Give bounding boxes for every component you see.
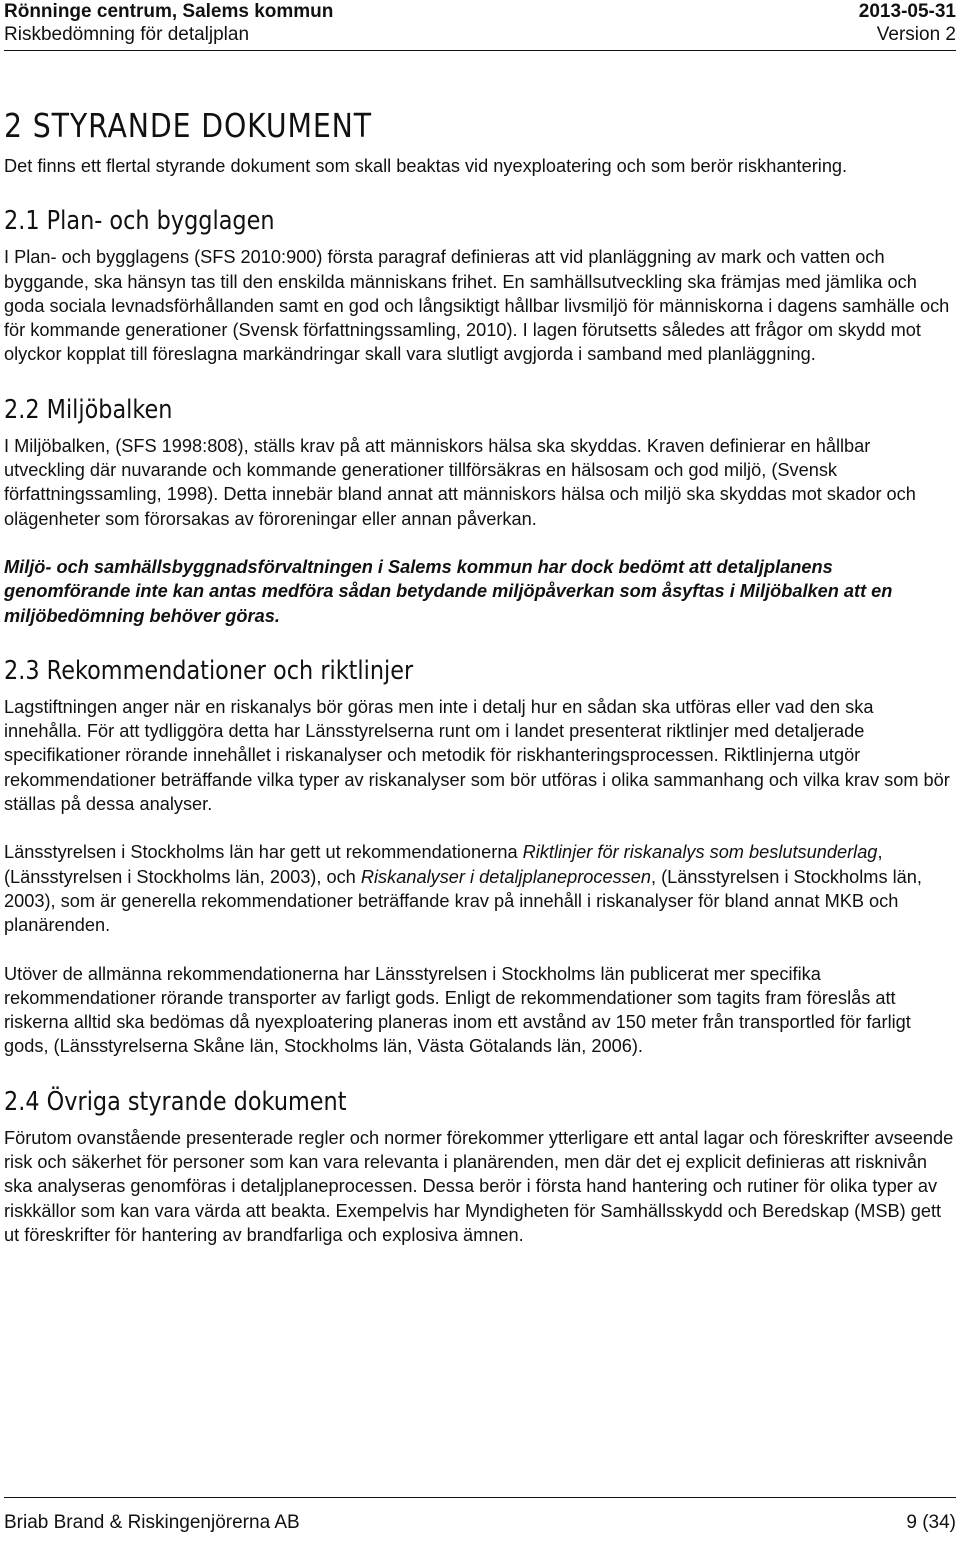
section-2-3-p2-text-b: , (Länsstyrelsen i Stockholms län, 2003), och xyxy=(4,842,883,887)
section-2-intro: Det finns ett flertal styrande dokument som skall beaktas vid nyexploatering och som berör riskhantering. xyxy=(4,156,848,176)
header-document-type: Riskbedömning för detaljplan xyxy=(4,24,250,45)
section-2-1-heading: 2.1 Plan- och bygglagen xyxy=(4,206,275,237)
section-2-1-paragraph: I Plan- och bygglagens (SFS 2010:900) första paragraf definieras att vid planläggning av mark och vatten och byggande, ska hänsyn tas till den enskilda människans frihet. En samhällsutveckling ska främjas med jämlika och goda sociala levnadsförhållanden samt en god och långsiktigt hållbar livsmiljö för människorna i dagens samhälle och för kommande generationer (Svensk författningssamling, 2010). I lagen förutsetts således att frågor om skydd mot olyckor kopplat till föreslagna markändringar skall vara slutligt avgjorda i samband med planläggning. xyxy=(4,247,950,365)
footer-divider xyxy=(4,1497,956,1498)
page-footer xyxy=(4,1512,956,1534)
publication-title-riktlinjer: Riktlinjer för riskanalys som beslutsunderlag xyxy=(522,842,878,863)
header-version: Version 2 xyxy=(876,24,956,45)
page-header-subtitle-row xyxy=(4,24,956,46)
section-2-3-paragraph-2 xyxy=(4,840,956,937)
section-2-2-paragraph: I Miljöbalken, (SFS 1998:808), ställs krav på att människors hälsa ska skyddas. Kraven definierar en hållbar utveckling där nuvarande och kommande generationer tillförsäkras en hälsosam och god miljö, (Svensk författningssamling, 1998). Detta innebär bland annat att människors hälsa och miljö ska skyddas mot skador och olägenheter som förorsakas av föroreningar eller annan påverkan. xyxy=(4,435,916,529)
section-2-3-paragraph-1: Lagstiftningen anger när en riskanalys bör göras men inte i detalj hur en sådan ska utföras eller vad den ska innehålla. För att tydliggöra detta har Länsstyrelserna runt om i landet presenterat riktlinjer med detaljerade specifikationer rörande innehållet i riskanalyser och metodik för riskhanteringsprocessen. Riktlinjerna utgör rekommendationer beträffande vilka typer av riskanalyser som bör utföras i olika sammanhang och vilka krav som bör ställas på dessa analyser. xyxy=(4,696,950,815)
footer-company: Briab Brand & Riskingenjörerna AB xyxy=(4,1512,300,1533)
section-2-3-p2-text-c: , (Länsstyrelsen i Stockholms län, 2003), som är generella rekommendationer beträffande krav på innehåll i riskanalyser för bland annat MKB och planärenden. xyxy=(4,866,922,936)
publication-title-riskanalyser: Riskanalyser i detaljplaneprocessen xyxy=(360,866,652,887)
header-project-title: Rönninge centrum, Salems kommun xyxy=(4,1,334,22)
page-body xyxy=(4,102,956,1247)
footer-page-number: 9 (34) xyxy=(906,1512,956,1533)
header-date: 2013-05-31 xyxy=(858,1,956,22)
section-2-2-heading: 2.2 Miljöbalken xyxy=(4,394,173,425)
page-header-title-row xyxy=(4,1,956,23)
section-2-3-heading: 2.3 Rekommendationer och riktlinjer xyxy=(4,655,414,686)
section-2-4-heading: 2.4 Övriga styrande dokument xyxy=(4,1086,347,1117)
section-2-4-paragraph: Förutom ovanstående presenterade regler och normer förekommer ytterligare ett antal lagar och föreskrifter avseende risk och säkerhet för personer som kan vara relevanta i planärenden, men där det ej explicit definieras att risknivån ska analyseras genomföras i detaljplaneprocessen. Dessa berör i första hand hantering och rutiner för olika typer av riskkällor som kan vara värda att beakta. Exempelvis har Myndigheten för Samhällsskydd och Beredskap (MSB) gett ut föreskrifter för hantering av brandfarliga och explosiva ämnen. xyxy=(4,1127,954,1245)
section-2-3-p2-text-a: Länsstyrelsen i Stockholms län har gett ut rekommendationerna xyxy=(4,842,523,863)
section-2-2-assessment: Miljö- och samhällsbyggnadsförvaltningen i Salems kommun har dock bedömt att detaljplanens genomförande inte kan antas medföra sådan betydande miljöpåverkan som åsyftas i Miljöbalken att en miljöbedömning behöver göras. xyxy=(4,556,893,626)
header-divider xyxy=(4,50,956,51)
section-2-heading: 2 STYRANDE DOKUMENT xyxy=(4,106,372,145)
section-2-3-paragraph-3: Utöver de allmänna rekommendationerna har Länsstyrelsen i Stockholms län publicerat mer specifika rekommendationer rörande transporter av farligt gods. Enligt de rekommendationer som tagits fram föreslås att riskerna alltid ska bedömas då nyexploatering planeras inom ett avstånd av 150 meter från transportled för farligt gods, (Länsstyrelserna Skåne län, Stockholms län, Västa Götalands län, 2006). xyxy=(4,963,911,1057)
